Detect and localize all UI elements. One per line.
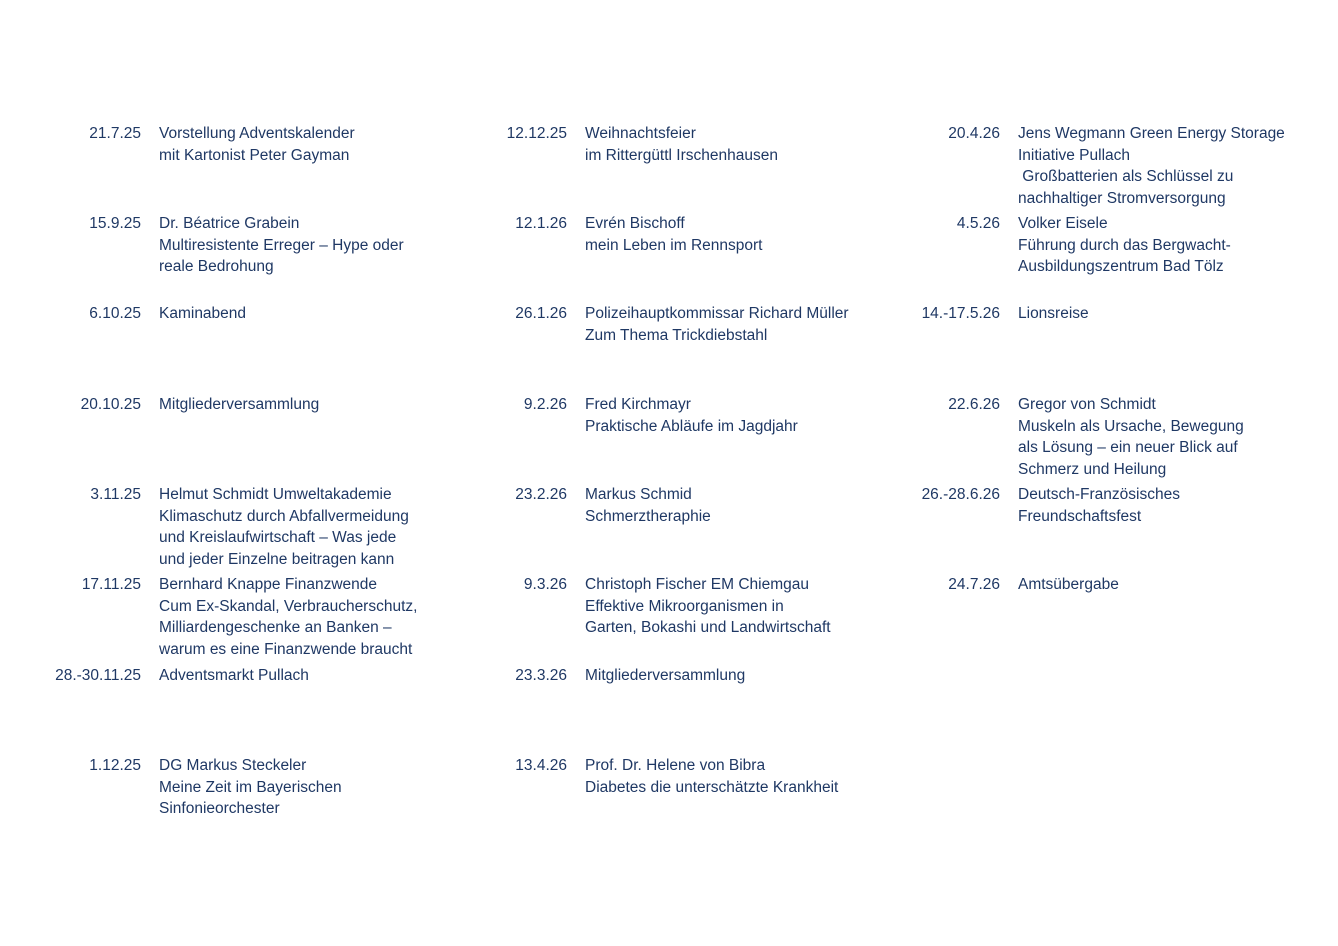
- event-title: Evrén Bischoff: [585, 215, 685, 232]
- event-title: Kaminabend: [159, 305, 247, 322]
- event-description: [159, 484, 409, 570]
- event-date: 21.7.25: [89, 125, 141, 142]
- event-date: 4.5.26: [956, 215, 1000, 232]
- event-detail-line: Effektive Mikroorganismen in: [585, 597, 784, 615]
- event-title: Vorstellung Adventskalender: [159, 125, 355, 142]
- event-title: Prof. Dr. Helene von Bibra: [585, 757, 766, 774]
- event-description: [585, 755, 838, 798]
- event-title: Bernhard Knappe Finanzwende: [159, 576, 378, 593]
- event-detail-line: mein Leben im Rennsport: [585, 236, 763, 254]
- event-date: 23.2.26: [515, 486, 567, 503]
- event-detail-line: Zum Thema Trickdiebstahl: [585, 326, 768, 344]
- event-description: [585, 574, 831, 639]
- event-description: [159, 394, 319, 416]
- event-description: [585, 665, 745, 687]
- event-description: [585, 484, 711, 527]
- event-description: [585, 303, 849, 346]
- event-detail-line: im Rittergüttl Irschenhausen: [585, 146, 778, 164]
- event-detail-line: Multiresistente Erreger – Hype oder: [159, 236, 404, 254]
- event-title: Amtsübergabe: [1018, 576, 1119, 593]
- event-description: [159, 303, 246, 325]
- event-description: [159, 123, 355, 166]
- event-title: Fred Kirchmayr: [585, 396, 691, 413]
- event-title: Helmut Schmidt Umweltakademie: [159, 486, 392, 503]
- event-title: Markus Schmid: [585, 486, 692, 503]
- event-title: Mitgliederversammlung: [585, 667, 746, 684]
- event-description: [1018, 484, 1180, 527]
- event-date: 22.6.26: [948, 396, 1000, 413]
- event-title: Deutsch-Französisches: [1018, 486, 1180, 503]
- event-description: [159, 755, 342, 820]
- event-date: 17.11.25: [81, 576, 141, 593]
- event-title: Jens Wegmann Green Energy Storage: [1018, 125, 1285, 142]
- event-date: 23.3.26: [515, 667, 567, 684]
- event-date: 26.-28.6.26: [921, 486, 1000, 503]
- event-detail-line: und jeder Einzelne beitragen kann: [159, 550, 395, 568]
- event-date: 9.3.26: [523, 576, 567, 593]
- event-description: [159, 665, 309, 687]
- event-detail-line: Großbatterien als Schlüssel zu: [1018, 168, 1234, 186]
- event-detail-line: Diabetes die unterschätzte Krankheit: [585, 778, 839, 796]
- event-detail-line: Garten, Bokashi und Landwirtschaft: [585, 619, 831, 637]
- event-description: [585, 123, 778, 166]
- event-date: 20.10.25: [80, 396, 141, 413]
- event-detail-line: mit Kartonist Peter Gayman: [159, 146, 350, 164]
- event-detail-line: Muskeln als Ursache, Bewegung: [1018, 417, 1244, 435]
- event-detail-line: Praktische Abläufe im Jagdjahr: [585, 417, 798, 435]
- event-detail-line: Schmerztheraphie: [585, 507, 711, 525]
- event-description: [585, 213, 763, 256]
- event-date: 13.4.26: [515, 757, 567, 774]
- event-title: Mitgliederversammlung: [159, 396, 320, 413]
- event-date: 12.1.26: [515, 215, 567, 232]
- event-description: [1018, 123, 1285, 209]
- event-title: Polizeihauptkommissar Richard Müller: [585, 305, 849, 322]
- event-description: [1018, 394, 1244, 480]
- event-description: [1018, 303, 1089, 325]
- event-title: Gregor von Schmidt: [1018, 396, 1156, 413]
- event-detail-line: Initiative Pullach: [1018, 146, 1131, 164]
- event-title: Lionsreise: [1018, 305, 1089, 322]
- event-date: 1.12.25: [89, 757, 141, 774]
- event-date: 9.2.26: [523, 396, 567, 413]
- event-detail-line: Schmerz und Heilung: [1018, 460, 1167, 478]
- event-description: [159, 213, 404, 278]
- event-date: 14.-17.5.26: [921, 305, 1000, 322]
- event-detail-line: Führung durch das Bergwacht-: [1018, 236, 1231, 254]
- event-detail-line: nachhaltiger Stromversorgung: [1018, 189, 1226, 207]
- event-date: 20.4.26: [948, 125, 1000, 142]
- event-description: [1018, 574, 1119, 596]
- event-detail-line: Ausbildungszentrum Bad Tölz: [1018, 258, 1224, 276]
- event-detail-line: Milliardengeschenke an Banken –: [159, 619, 392, 637]
- event-detail-line: als Lösung – ein neuer Blick auf: [1018, 439, 1238, 457]
- event-detail-line: Cum Ex-Skandal, Verbraucherschutz,: [159, 597, 418, 615]
- event-description: [1018, 213, 1231, 278]
- event-date: 28.-30.11.25: [55, 667, 141, 684]
- event-description: [585, 394, 798, 437]
- event-detail-line: und Kreislaufwirtschaft – Was jede: [159, 529, 397, 547]
- event-date: 24.7.26: [948, 576, 1000, 593]
- event-description: [159, 574, 417, 660]
- event-detail-line: Klimaschutz durch Abfallvermeidung: [159, 507, 409, 525]
- event-date: 3.11.25: [90, 486, 141, 503]
- event-title: Weihnachtsfeier: [585, 125, 696, 142]
- event-title: Dr. Béatrice Grabein: [159, 215, 300, 232]
- event-date: 15.9.25: [89, 215, 141, 232]
- event-detail-line: reale Bedrohung: [159, 258, 274, 276]
- event-title: DG Markus Steckeler: [159, 757, 307, 774]
- event-detail-line: Freundschaftsfest: [1018, 507, 1142, 525]
- event-date: 26.1.26: [515, 305, 567, 322]
- event-detail-line: warum es eine Finanzwende braucht: [159, 640, 413, 658]
- event-title: Volker Eisele: [1018, 215, 1108, 232]
- event-detail-line: Meine Zeit im Bayerischen: [159, 778, 342, 796]
- event-detail-line: Sinfonieorchester: [159, 800, 280, 818]
- event-title: Adventsmarkt Pullach: [159, 667, 309, 684]
- event-date: 6.10.25: [89, 305, 141, 322]
- event-date: 12.12.25: [506, 125, 567, 142]
- event-title: Christoph Fischer EM Chiemgau: [585, 576, 809, 593]
